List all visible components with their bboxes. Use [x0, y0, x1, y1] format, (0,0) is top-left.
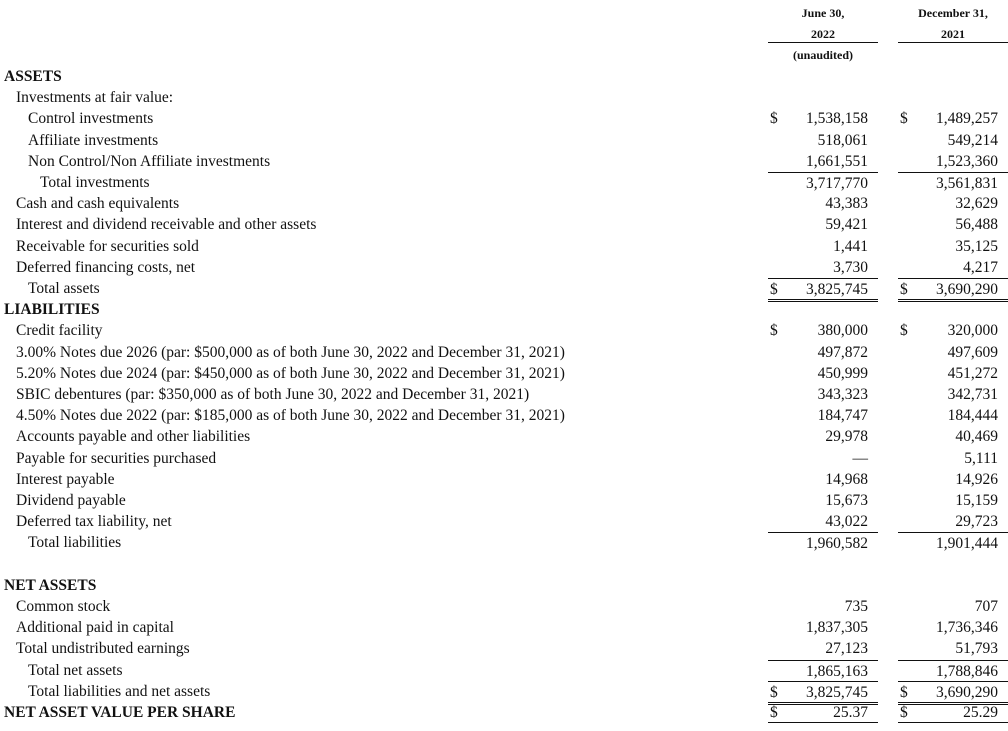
value-cell-jun-2022	[768, 214, 878, 234]
value-cell-dec-2021	[898, 596, 1008, 616]
row-label: Common stock	[16, 598, 111, 615]
value-text: 15,673	[825, 492, 868, 509]
row-label: Total liabilities	[28, 534, 122, 552]
table-row	[0, 448, 1008, 469]
value-text: 14,968	[825, 470, 868, 488]
value-text: 549,214	[947, 131, 998, 149]
col1-header-line2: 2022	[811, 27, 835, 41]
value-cell-jun-2022	[768, 532, 878, 553]
table-row	[0, 596, 1008, 617]
table-row	[0, 151, 1008, 172]
value-cell-jun-2022	[768, 426, 878, 446]
col2-header-line1: December 31,	[918, 6, 988, 20]
value-text: 27,123	[825, 640, 868, 658]
value-cell-dec-2021	[898, 532, 1008, 553]
row-label: Deferred tax liability, net	[16, 513, 172, 531]
table-row	[0, 257, 1008, 278]
value-cell-jun-2022	[768, 151, 878, 171]
section-header-row	[0, 702, 1008, 723]
row-label: Deferred financing costs, net	[16, 258, 196, 276]
value-cell-dec-2021	[898, 469, 1008, 489]
value-text: 518,061	[817, 131, 868, 149]
table-row	[0, 363, 1008, 384]
section-label: NET ASSET VALUE PER SHARE	[4, 704, 236, 721]
value-cell-jun-2022	[768, 702, 878, 723]
col1-header-line1: June 30,	[801, 6, 845, 20]
value-text: 184,444	[947, 407, 998, 425]
table-row	[0, 214, 1008, 235]
value-text: 451,272	[947, 364, 998, 382]
currency-symbol: $	[770, 683, 778, 701]
value-cell-dec-2021	[898, 638, 1008, 658]
row-label: Investments at fair value:	[16, 89, 174, 107]
value-text: 43,022	[825, 513, 868, 531]
value-cell-jun-2022	[768, 469, 878, 489]
currency-symbol: $	[900, 110, 908, 128]
row-label: Affiliate investments	[28, 131, 159, 149]
row-label: 3.00% Notes due 2026 (par: $500,000 as of both June 30, 2022 and December 31, 2021)	[16, 343, 565, 361]
value-cell-jun-2022	[768, 108, 878, 128]
table-row	[0, 342, 1008, 363]
row-label: Payable for securities purchased	[16, 449, 217, 467]
table-row	[0, 554, 1008, 575]
value-cell-jun-2022	[768, 448, 878, 468]
value-text: 1,736,346	[936, 619, 998, 637]
value-text: 1,837,305	[806, 619, 868, 637]
value-cell-dec-2021	[898, 617, 1008, 637]
value-cell-jun-2022	[768, 130, 878, 150]
value-text: 497,609	[947, 343, 998, 361]
row-label: Cash and cash equivalents	[16, 195, 180, 213]
value-cell-dec-2021	[898, 214, 1008, 234]
value-cell-dec-2021	[898, 426, 1008, 446]
currency-symbol: $	[900, 322, 908, 340]
value-text: 1,489,257	[936, 110, 998, 128]
value-cell-dec-2021	[898, 511, 1008, 531]
col1-header-rule	[768, 42, 878, 43]
section-label: ASSETS	[4, 68, 62, 85]
table-row	[0, 660, 1008, 681]
value-text: 4,217	[963, 258, 998, 276]
value-cell-jun-2022	[768, 236, 878, 256]
col2-header-line2: 2021	[941, 27, 965, 41]
currency-symbol: $	[770, 322, 778, 340]
row-label: Credit facility	[16, 322, 103, 340]
value-text: 3,730	[833, 258, 868, 276]
value-text: 3,825,745	[806, 683, 868, 701]
row-label: Accounts payable and other liabilities	[16, 428, 251, 446]
value-cell-jun-2022	[768, 342, 878, 362]
value-text: —	[852, 449, 868, 467]
value-text: 5,111	[964, 449, 998, 467]
value-text: 450,999	[817, 364, 868, 382]
value-text: 342,731	[947, 386, 998, 403]
value-text: 32,629	[955, 195, 998, 213]
value-text: 1,661,551	[806, 152, 868, 170]
col2-header-rule	[898, 42, 1008, 43]
table-row	[0, 278, 1008, 299]
value-text: 40,469	[955, 428, 998, 446]
value-cell-dec-2021	[898, 363, 1008, 383]
value-cell-dec-2021	[898, 660, 1008, 681]
value-text: 735	[844, 598, 868, 615]
value-cell-jun-2022	[768, 384, 878, 404]
table-row	[0, 617, 1008, 638]
row-label: 5.20% Notes due 2024 (par: $450,000 as of both June 30, 2022 and December 31, 2021)	[16, 364, 565, 382]
table-row	[0, 172, 1008, 193]
value-cell-jun-2022	[768, 363, 878, 383]
value-text: 1,865,163	[806, 662, 868, 680]
value-text: 1,441	[833, 237, 868, 255]
value-text: 35,125	[955, 237, 998, 255]
row-label: Total net assets	[28, 661, 123, 679]
value-text: 380,000	[817, 322, 868, 340]
value-cell-jun-2022	[768, 257, 878, 277]
value-text: 707	[974, 598, 998, 615]
value-text: 3,690,290	[936, 281, 998, 298]
table-row	[0, 108, 1008, 129]
row-label: 4.50% Notes due 2022 (par: $185,000 as of both June 30, 2022 and December 31, 2021)	[16, 407, 565, 425]
value-text: 3,561,831	[936, 175, 998, 192]
row-label: Interest payable	[16, 470, 115, 488]
value-text: 320,000	[947, 322, 998, 340]
row-label: Total undistributed earnings	[16, 640, 190, 658]
table-row	[0, 384, 1008, 405]
value-cell-dec-2021	[898, 702, 1008, 723]
table-row	[0, 130, 1008, 151]
value-text: 15,159	[955, 492, 998, 509]
table-row	[0, 426, 1008, 447]
row-label: Total liabilities and net assets	[28, 682, 211, 700]
value-cell-jun-2022	[768, 511, 878, 531]
section-header-row	[0, 575, 1008, 596]
table-row	[0, 511, 1008, 532]
value-cell-jun-2022	[768, 617, 878, 637]
value-text: 497,872	[817, 343, 868, 361]
value-cell-jun-2022	[768, 193, 878, 213]
table-row	[0, 193, 1008, 214]
currency-symbol: $	[770, 281, 778, 298]
value-cell-dec-2021	[898, 172, 1008, 193]
value-cell-dec-2021	[898, 448, 1008, 468]
value-text: 25.37	[833, 704, 868, 721]
value-cell-dec-2021	[898, 151, 1008, 171]
value-cell-dec-2021	[898, 384, 1008, 404]
table-row	[0, 320, 1008, 341]
section-header-row	[0, 66, 1008, 87]
row-label: Interest and dividend receivable and other assets	[16, 216, 317, 234]
value-text: 343,323	[817, 386, 868, 403]
table-row	[0, 87, 1008, 108]
value-text: 1,901,444	[936, 535, 998, 553]
currency-symbol: $	[900, 281, 908, 298]
value-text: 3,690,290	[936, 683, 998, 701]
currency-symbol: $	[770, 110, 778, 128]
table-row	[0, 681, 1008, 702]
section-label: NET ASSETS	[4, 576, 97, 594]
table-row	[0, 469, 1008, 490]
value-text: 1,960,582	[806, 535, 868, 553]
row-label: SBIC debentures (par: $350,000 as of both June 30, 2022 and December 31, 2021)	[16, 386, 530, 403]
value-cell-dec-2021	[898, 405, 1008, 425]
value-text: 59,421	[825, 216, 868, 234]
value-text: 29,723	[955, 513, 998, 531]
table-row	[0, 490, 1008, 511]
value-cell-jun-2022	[768, 172, 878, 193]
currency-symbol: $	[900, 704, 908, 721]
value-text: 1,523,360	[936, 152, 998, 170]
value-cell-dec-2021	[898, 257, 1008, 277]
value-cell-jun-2022	[768, 660, 878, 681]
value-cell-jun-2022	[768, 596, 878, 616]
value-text: 1,788,846	[936, 662, 998, 680]
value-text: 56,488	[955, 216, 998, 234]
value-cell-dec-2021	[898, 130, 1008, 150]
value-text: 3,825,745	[806, 281, 868, 298]
value-text: 43,383	[825, 195, 868, 213]
row-label: Non Control/Non Affiliate investments	[28, 152, 271, 170]
table-row	[0, 405, 1008, 426]
value-cell-dec-2021	[898, 320, 1008, 340]
row-label: Total assets	[28, 280, 100, 297]
row-label: Dividend payable	[16, 492, 126, 509]
table-row	[0, 236, 1008, 257]
value-cell-jun-2022	[768, 490, 878, 510]
value-text: 3,717,770	[806, 175, 868, 192]
value-text: 51,793	[955, 640, 998, 658]
currency-symbol: $	[900, 683, 908, 701]
currency-symbol: $	[770, 704, 778, 721]
value-cell-dec-2021	[898, 342, 1008, 362]
value-cell-dec-2021	[898, 236, 1008, 256]
col1-header-note: (unaudited)	[792, 48, 854, 62]
row-label: Control investments	[28, 110, 154, 128]
section-header-row	[0, 299, 1008, 320]
value-text: 184,747	[817, 407, 868, 425]
value-cell-dec-2021	[898, 490, 1008, 510]
table-row	[0, 532, 1008, 553]
row-label: Receivable for securities sold	[16, 237, 199, 255]
value-cell-dec-2021	[898, 193, 1008, 213]
value-cell-dec-2021	[898, 108, 1008, 128]
table-row	[0, 638, 1008, 659]
section-label: LIABILITIES	[4, 301, 100, 319]
row-label: Additional paid in capital	[16, 619, 174, 637]
value-text: 14,926	[955, 470, 998, 488]
row-label: Total investments	[40, 174, 150, 191]
value-cell-jun-2022	[768, 638, 878, 658]
value-text: 29,978	[825, 428, 868, 446]
value-cell-jun-2022	[768, 405, 878, 425]
value-text: 25.29	[963, 704, 998, 721]
value-cell-jun-2022	[768, 320, 878, 340]
value-text: 1,538,158	[806, 110, 868, 128]
